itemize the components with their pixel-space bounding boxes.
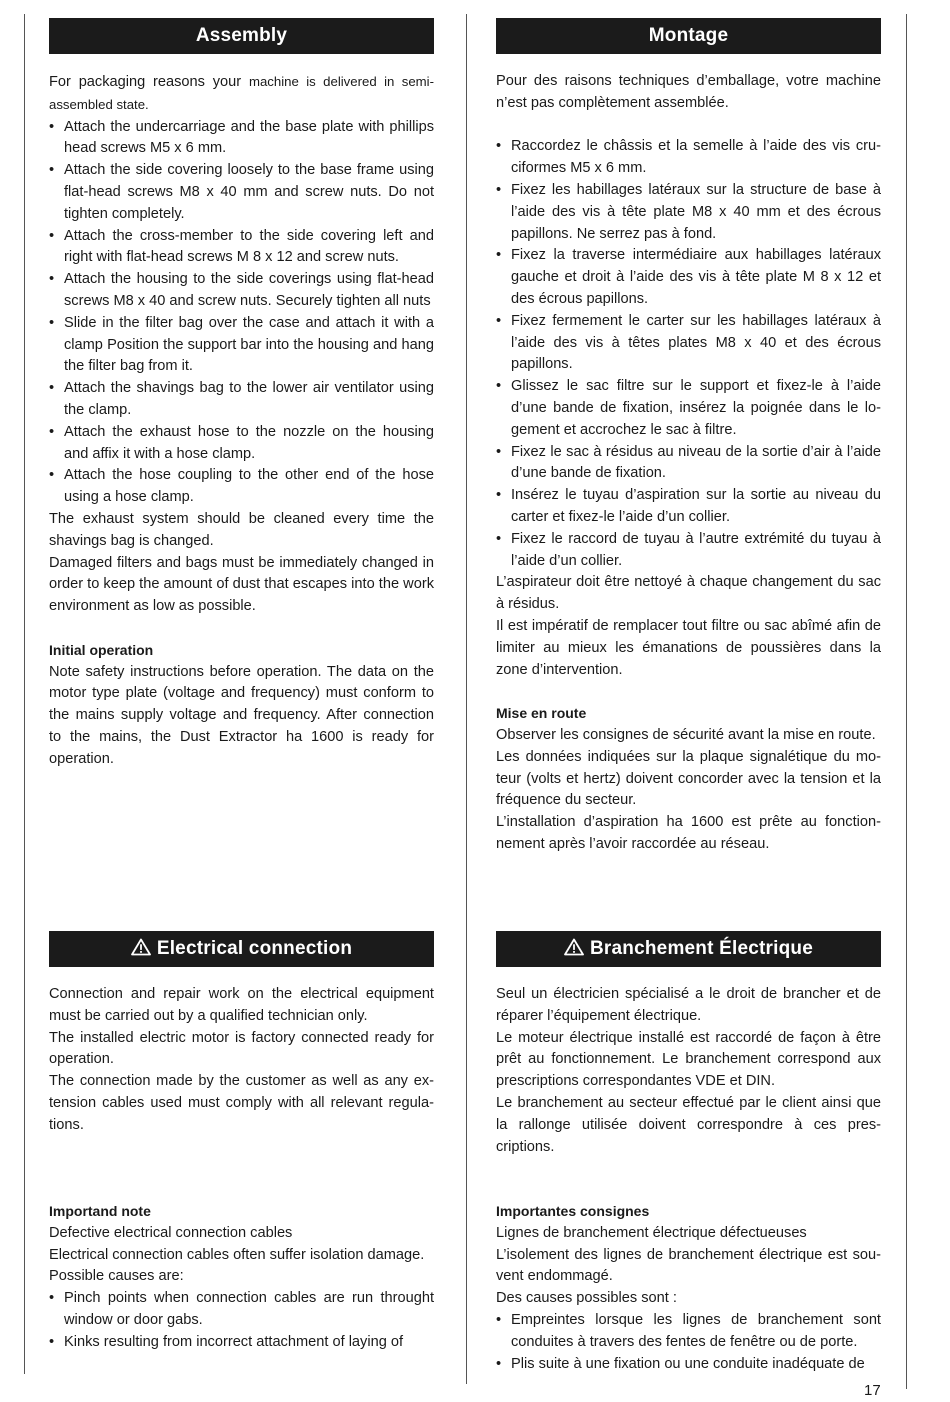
paragraph: Damaged filters and bags must be immediately changed in order to keep the amount of dust that escapes into the work environment as low as possible.: [49, 554, 434, 615]
paragraph: The installed electric motor is factory connected ready for operation.: [49, 1029, 434, 1068]
list-item: • Fixez fermement le carter sur les habillages latéraux à l’aide des vis à têtes plates M8 x 40 et des écrous papillons.: [496, 311, 881, 376]
list-item: • Empreintes lorsque les lignes de branchement sont conduites à travers des fentes de fenêtre ou de porte.: [496, 1310, 881, 1354]
electrical-heading-fr: Branchement Électrique: [496, 931, 881, 967]
paragraph: Defective electrical connection cables: [49, 1224, 293, 1241]
initial-operation-text-en: Note safety instructions before operation. The data on the motor type plate (voltage and frequency) must conform to the mains supply voltage and frequency. After connection to the mains, the Dust Extractor ha 1600 is ready for operation.: [49, 663, 434, 767]
paragraph: Observer les consignes de sécurité avant la mise en route.: [496, 726, 876, 743]
list-item: • Attach the hose coupling to the other end of the hose using a hose clamp.: [49, 465, 434, 509]
paragraph: Les données indiquées sur la plaque signalétique du moteur (volts et hertz) doivent concorder avec la tension et la fréquence du secteur.: [496, 748, 881, 809]
important-note-fr: [496, 1201, 881, 1375]
list-item: • Insérez le tuyau d’aspiration sur la sortie au niveau du carter et fixez-le l’aide d’un collier.: [496, 485, 881, 529]
warning-triangle-icon: [564, 938, 584, 956]
list-item: • Kinks resulting from incorrect attachment of laying of: [49, 1332, 434, 1354]
assembly-section-fr: [496, 18, 881, 856]
list-item: • Attach the shavings bag to the lower air ventilator using the clamp.: [49, 378, 434, 422]
assembly-heading-en: Assembly: [49, 18, 434, 54]
list-item: • Plis suite à une fixation ou une conduite inadéquate de: [496, 1354, 881, 1376]
assembly-heading-fr: Montage: [496, 18, 881, 54]
list-item: • Attach the housing to the side coverings using flat-head screws M8 x 40 and screw nuts. Securely tighten all nuts: [49, 269, 434, 313]
column-divider-rule: [466, 14, 467, 1384]
paragraph: Lignes de branchement électrique défectueuses: [496, 1224, 807, 1241]
assembly-steps-en: [49, 117, 434, 509]
important-note-en: [49, 1201, 434, 1354]
list-item: • Fixez la traverse intermédiaire aux habillages latéraux gauche et droit à l’aide des vis à tête plate M 8 x 12 et des écrous papillons.: [496, 245, 881, 310]
electrical-section-fr: [496, 931, 881, 1158]
causes-list-fr: [496, 1310, 881, 1375]
causes-list-en: [49, 1288, 434, 1353]
mise-en-route-heading-fr: Mise en route: [496, 705, 587, 722]
page-number: 17: [864, 1382, 881, 1399]
paragraph: Le moteur électrique installé est raccordé de façon à être prêt au fonctionnement. Le branchement correspond aux prescriptions correspondantes VDE et DIN.: [496, 1029, 881, 1090]
paragraph: Possible causes are:: [49, 1268, 184, 1285]
assembly-steps-fr: [496, 136, 881, 572]
paragraph: Des causes possibles sont :: [496, 1290, 677, 1307]
paragraph: Le branchement au secteur effectué par le client ainsi que la rallonge utilisée doivent correspondre à ces prescriptions.: [496, 1094, 881, 1155]
warning-triangle-icon: [131, 938, 151, 956]
list-item: • Pinch points when connection cables are run throught window or door gabs.: [49, 1288, 434, 1332]
paragraph: L’aspirateur doit être nettoyé à chaque changement du sac à résidus.: [496, 574, 881, 613]
assembly-section-en: [49, 18, 434, 771]
electrical-heading-en: Electrical connection: [49, 931, 434, 967]
list-item: • Raccordez le châssis et la semelle à l’aide des vis cruciformes M5 x 6 mm.: [496, 136, 881, 180]
list-item: • Attach the undercarriage and the base plate with phillips head screws M5 x 6 mm.: [49, 117, 434, 161]
list-item: • Attach the exhaust hose to the nozzle on the housing and affix it with a hose clamp.: [49, 422, 434, 466]
paragraph: Connection and repair work on the electrical equipment must be carried out by a qualified technician only.: [49, 986, 434, 1024]
paragraph: L’installation d’aspiration ha 1600 est prête au fonctionnement après l’avoir raccordée au réseau.: [496, 814, 881, 852]
left-margin-rule: [24, 14, 25, 1374]
list-item: • Attach the cross-member to the side covering left and right with flat-head screws M 8 x 12 and screw nuts.: [49, 226, 434, 270]
list-item: • Attach the side covering loosely to the base frame using flat-head screws M8 x 40 mm and screw nuts. Do not tighten completely.: [49, 160, 434, 225]
assembly-intro-en: For packaging reasons your machine is delivered in semi-assembled state.: [49, 74, 434, 112]
paragraph: The connection made by the customer as well as any extension cables used must comply with all relevant regulations.: [49, 1073, 434, 1133]
right-margin-rule: [906, 14, 907, 1389]
important-note-heading-fr: Importantes consignes: [496, 1203, 650, 1219]
initial-operation-heading-en: Initial operation: [49, 641, 154, 658]
paragraph: Il est impératif de remplacer tout filtre ou sac abîmé afin de limiter au mieux les émanations de poussières dans la zone d’intervention.: [496, 617, 881, 678]
list-item: • Fixez le raccord de tuyau à l’autre extrémité du tuyau à l’aide d’un collier.: [496, 529, 881, 573]
paragraph: Seul un électricien spécialisé a le droit de brancher et de réparer l’équipement électrique.: [496, 986, 881, 1024]
list-item: • Fixez le sac à résidus au niveau de la sortie d’air à l’aide d’une bande de fixation.: [496, 442, 881, 486]
list-item: • Slide in the filter bag over the case and attach it with a clamp Position the support bar into the housing and hang the filter bag from it.: [49, 313, 434, 378]
paragraph: Electrical connection cables often suffer isolation damage.: [49, 1246, 425, 1263]
list-item: • Glissez le sac filtre sur le support et fixez-le à l’aide d’une bande de fixation, insérez la poignée dans le logement et accrochez le sac à filtre.: [496, 376, 881, 441]
paragraph: The exhaust system should be cleaned every time the shavings bag is changed.: [49, 510, 434, 549]
paragraph: L’isolement des lignes de branchement électrique est souvent endommagé.: [496, 1246, 881, 1285]
electrical-section-en: [49, 931, 434, 1137]
list-item: • Fixez les habillages latéraux sur la structure de base à l’aide des vis à tête plate M8 x 40 mm et des écrous papillons. Ne serrez pas à fond.: [496, 180, 881, 245]
important-note-heading-en: Importand note: [49, 1203, 151, 1219]
assembly-intro-fr: Pour des raisons techniques d’emballage, votre machine n’est pas complètement assemblée.: [496, 73, 881, 111]
